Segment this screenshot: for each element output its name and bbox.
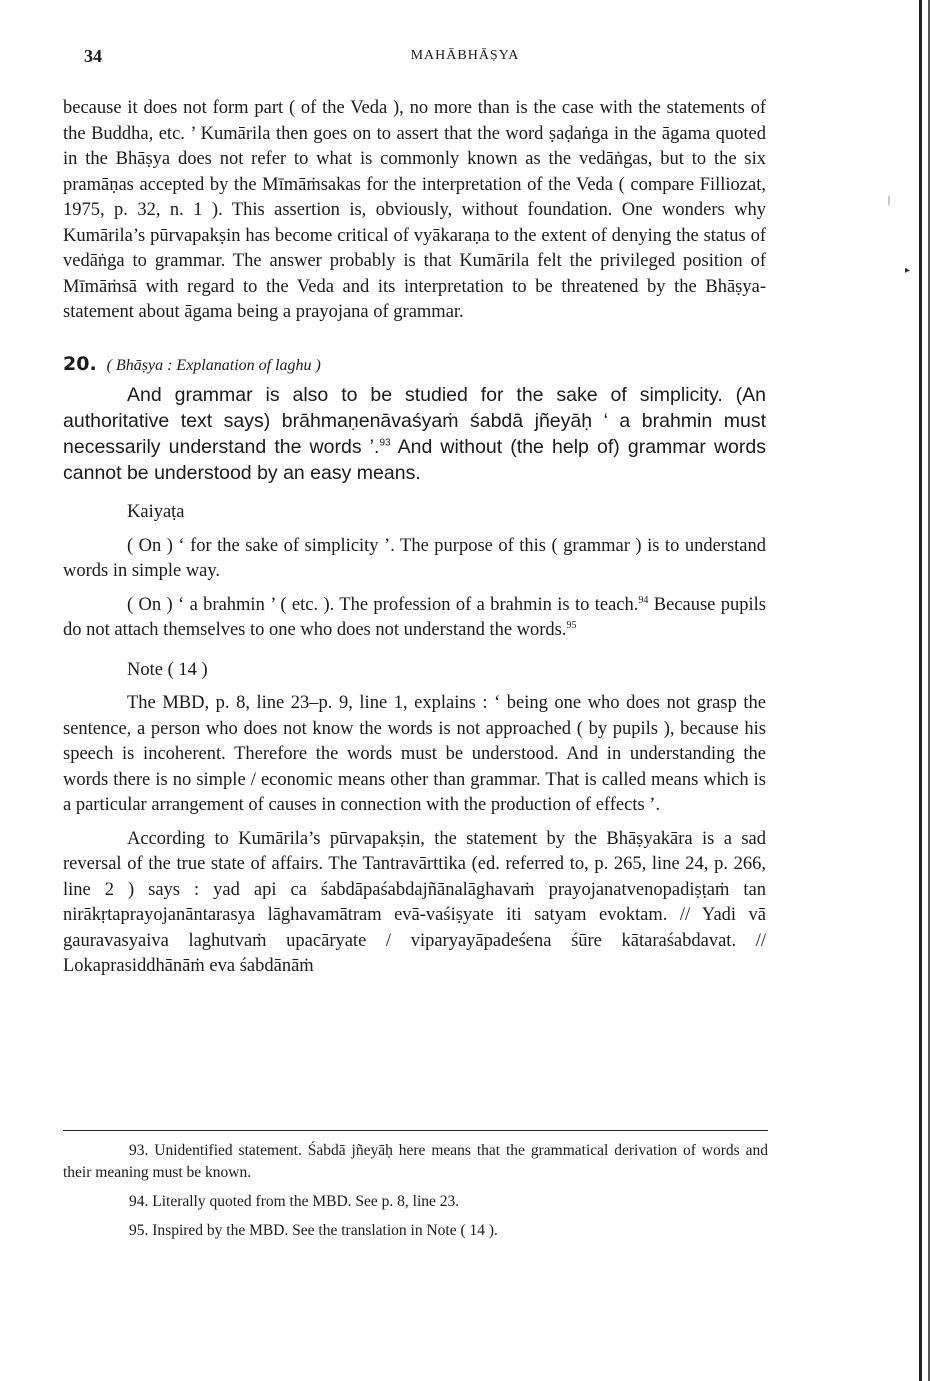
note-paragraph: The MBD, p. 8, line 23–p. 9, line 1, explains : ‘ being one who does not grasp the sentence, a person who does not know the words is not approached ( by pupils ), because his speech is incoherent. Therefore the words must be understood. And in understanding the words there is no simple / economic means other than grammar. That is called means which is a particular arrangement of causes in connection with the production of effects ’. — [63, 693, 766, 815]
footnote-95: 95. Inspired by the MBD. See the translation in Note ( 14 ). — [129, 1222, 498, 1239]
kaiyata-paragraph-1: ( On ) ‘ for the sake of simplicity ’. The purpose of this ( grammar ) is to understand words in simple way. — [63, 535, 766, 581]
bhashya-translation — [63, 382, 766, 486]
bhashya-text-cont: And without (the help of) grammar words cannot be understood by an easy means. — [63, 436, 766, 484]
scan-speck: | — [888, 195, 891, 206]
main-text — [63, 96, 766, 980]
scan-speck: ▸ — [905, 265, 911, 276]
footnote-94: 94. Literally quoted from the MBD. See p. 8, line 23. — [129, 1193, 460, 1210]
footnote-ref-94: 94 — [638, 594, 649, 606]
section-heading — [63, 352, 766, 379]
section-title: ( Bhāṣya : Explanation of laghu ) — [106, 356, 321, 374]
section-number: 20. — [63, 352, 97, 375]
footnote-93: 93. Unidentified statement. Śabdā jñeyāḥ here means that the grammatical derivation of words and their meaning must be known. — [63, 1142, 768, 1181]
kaiyata-heading: Kaiyaṭa — [127, 502, 185, 522]
running-title: MAHĀBHĀṢYA — [410, 48, 520, 63]
footnotes — [63, 1140, 768, 1249]
footnote-ref-93: 93 — [379, 437, 391, 449]
note-heading: Note ( 14 ) — [127, 659, 208, 680]
kaiyata-text-b: Because pupils do not attach themselves to one who does not understand the words. — [63, 594, 766, 640]
footnote-separator — [63, 1130, 768, 1131]
paragraph-kumarila: because it does not form part ( of the Veda ), no more than is the case with the statements of the Buddha, etc. ’ Kumārila then goes on to assert that the word ṣaḍaṅga in the āgama quoted in the Bhāṣya does not refer to what is commonly known as the vedāṅgas, but to the six pramāṇas accepted by the Mīmāṁsakas for the interpretation of the Veda ( compare Filliozat, 1975, p. 32, n. 1 ). This assertion is, obviously, without foundation. One wonders why Kumārila’s pūrvapakṣin has become critical of vyākaraṇa to the extent of denying the status of vedāṅga to grammar. The answer probably is that Kumārila felt the privileged position of Mīmāṁsā with regard to the Veda and its interpretation to be threatened by the Bhāṣya-statement about āgama being a prayojana of grammar. — [63, 98, 766, 322]
page-number: 34 — [84, 46, 102, 66]
final-paragraph: According to Kumārila’s pūrvapakṣin, the statement by the Bhāṣyakāra is a sad reversal of the true state of affairs. The Tantravārttika (ed. referred to, p. 265, line 24, p. 266, line 2 ) says : yad api ca śabdāpaśabdajñānalāghavaṁ prayojanatvenopadiṣṭaṁ tan nirākṛtaprayojanāntarasya lāghavamātram evā-vaśiṣyate iti satyam evoktam. // Yadi vā gauravasyaiva laghutvaṁ upacāryate / viparyayāpadeśena śūre kātaraśabdavat. // Lokaprasiddhānāṁ eva śabdānāṁ — [63, 828, 766, 976]
kaiyata-text-a: ( On ) ‘ a brahmin ’ ( etc. ). The profession of a brahmin is to teach. — [127, 594, 639, 615]
footnote-ref-95: 95 — [566, 619, 577, 631]
bhashya-text: And grammar is also to be studied for the sake of simplicity. (An authoritative text says) brāhmaṇenāvaśyaṁ śabdā jñeyāḥ ‘ a brahmin must necessarily understand the words ’. — [63, 384, 766, 458]
scan-border-line — [919, 0, 922, 1381]
kaiyata-paragraph-2 — [63, 593, 766, 644]
